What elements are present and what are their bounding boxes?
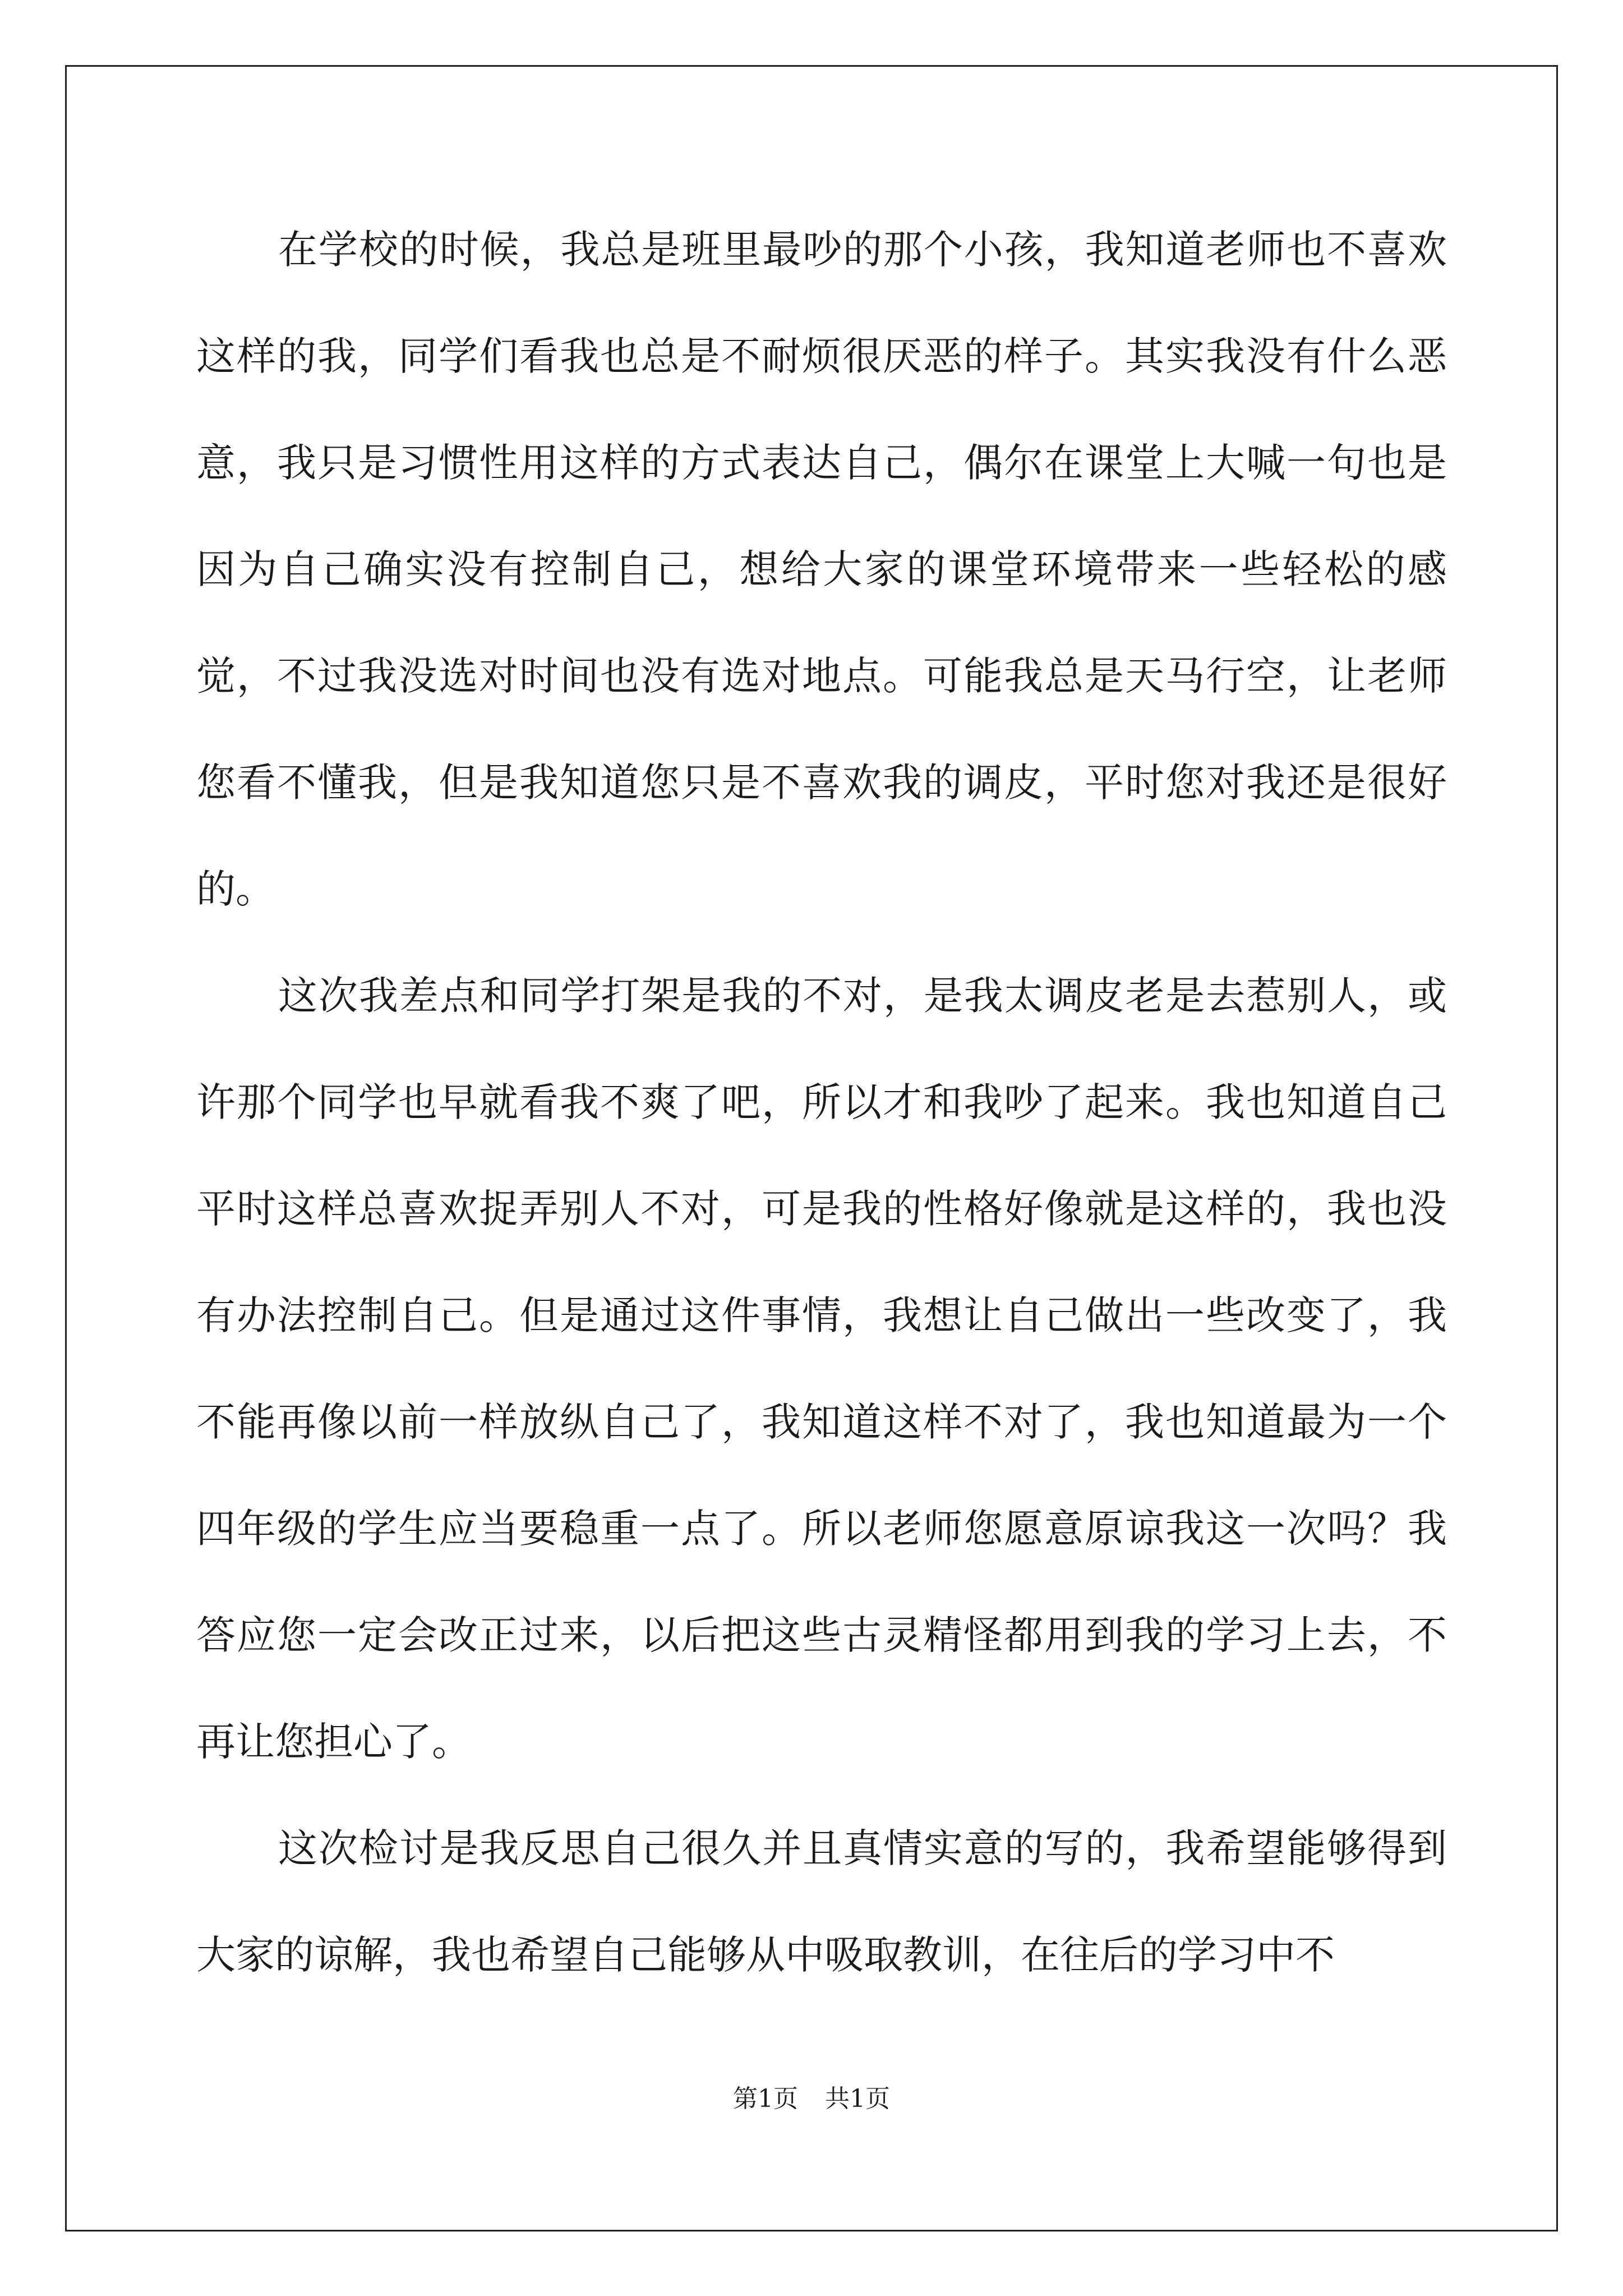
document-body [196, 196, 1447, 2008]
page-number: 第1页 [733, 2085, 798, 2113]
paragraph-2: 这次我差点和同学打架是我的不对，是我太调皮老是去惹别人，或许那个同学也早就看我不爽了吧，所以才和我吵了起来。我也知道自己平时这样总喜欢捉弄别人不对，可是我的性格好像就是这样的，我也没有办法控制自己。但是通过这件事情，我想让自己做出一些改变了，我不能再像以前一样放纵自己了，我知道这样不对了，我也知道最为一个四年级的学生应当要稳重一点了。所以老师您愿意原谅我这一次吗？我答应您一定会改正过来，以后把这些古灵精怪都用到我的学习上去，不再让您担心了。 [196, 973, 1447, 1765]
page-footer [0, 2078, 1623, 2114]
paragraph-1: 在学校的时候，我总是班里最吵的那个小孩，我知道老师也不喜欢这样的我，同学们看我也总是不耐烦很厌恶的样子。其实我没有什么恶意，我只是习惯性用这样的方式表达自己，偶尔在课堂上大喊一句也是因为自己确实没有控制自己，想给大家的课堂环境带来一些轻松的感觉，不过我没选对时间也没有选对地点。可能我总是天马行空，让老师您看不懂我，但是我知道您只是不喜欢我的调皮，平时您对我还是很好的。 [196, 227, 1447, 912]
total-pages: 共1页 [825, 2085, 890, 2113]
paragraph-3: 这次检讨是我反思自己很久并且真情实意的写的，我希望能够得到大家的谅解，我也希望自己能够从中吸取教训，在往后的学习中不 [196, 1825, 1447, 1978]
